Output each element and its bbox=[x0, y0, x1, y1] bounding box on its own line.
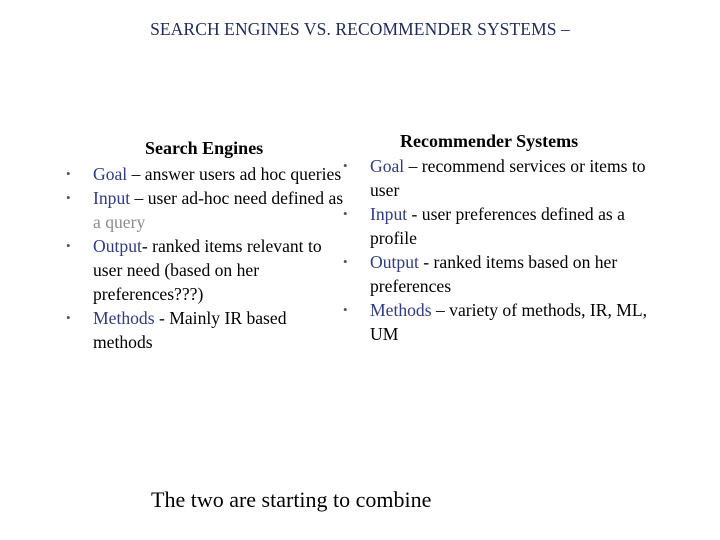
bullet-icon: • bbox=[66, 190, 71, 205]
item-keyword: Input bbox=[370, 204, 408, 224]
item-keyword: Methods bbox=[93, 308, 155, 328]
list-item bbox=[66, 162, 345, 186]
item-keyword: Goal bbox=[370, 156, 405, 176]
item-keyword: Goal bbox=[93, 164, 128, 184]
item-keyword: Output bbox=[370, 252, 419, 272]
bullet-icon: • bbox=[66, 310, 71, 325]
item-keyword: Methods bbox=[370, 300, 432, 320]
list-item bbox=[343, 202, 655, 250]
list-item bbox=[343, 298, 655, 346]
item-text: – user ad-hoc need defined as bbox=[130, 188, 344, 208]
list-item bbox=[66, 234, 345, 306]
bullet-icon: • bbox=[343, 254, 348, 269]
item-keyword: Output bbox=[93, 236, 142, 256]
bullet-icon: • bbox=[343, 158, 348, 173]
item-text: - user preferences defined as a profile bbox=[370, 204, 625, 248]
item-accent-text: a query bbox=[93, 212, 146, 232]
search-engines-list bbox=[66, 162, 345, 354]
bullet-icon: • bbox=[66, 166, 71, 181]
bullet-icon: • bbox=[66, 238, 71, 253]
list-item bbox=[343, 250, 655, 298]
item-text: – recommend services or items to user bbox=[370, 156, 646, 200]
item-text: - ranked items relevant to user need (based on her preferences???) bbox=[93, 236, 322, 304]
item-text: – variety of methods, IR, ML, UM bbox=[370, 300, 648, 344]
footer-statement: The two are starting to combine bbox=[151, 487, 432, 512]
bullet-icon: • bbox=[343, 302, 348, 317]
list-item bbox=[66, 186, 345, 234]
list-item bbox=[343, 154, 655, 202]
slide-title: SEARCH ENGINES VS. RECOMMENDER SYSTEMS – bbox=[150, 19, 570, 39]
recommender-systems-heading: Recommender Systems bbox=[400, 131, 579, 151]
list-item bbox=[66, 306, 345, 354]
item-text: – answer users ad hoc queries bbox=[127, 164, 342, 184]
item-text: - ranked items based on her preferences bbox=[370, 252, 618, 296]
search-engines-heading: Search Engines bbox=[145, 138, 264, 158]
item-keyword: Input bbox=[93, 188, 131, 208]
recommender-systems-list bbox=[343, 154, 655, 346]
bullet-icon: • bbox=[343, 206, 348, 221]
item-text: - Mainly IR based methods bbox=[93, 308, 287, 352]
